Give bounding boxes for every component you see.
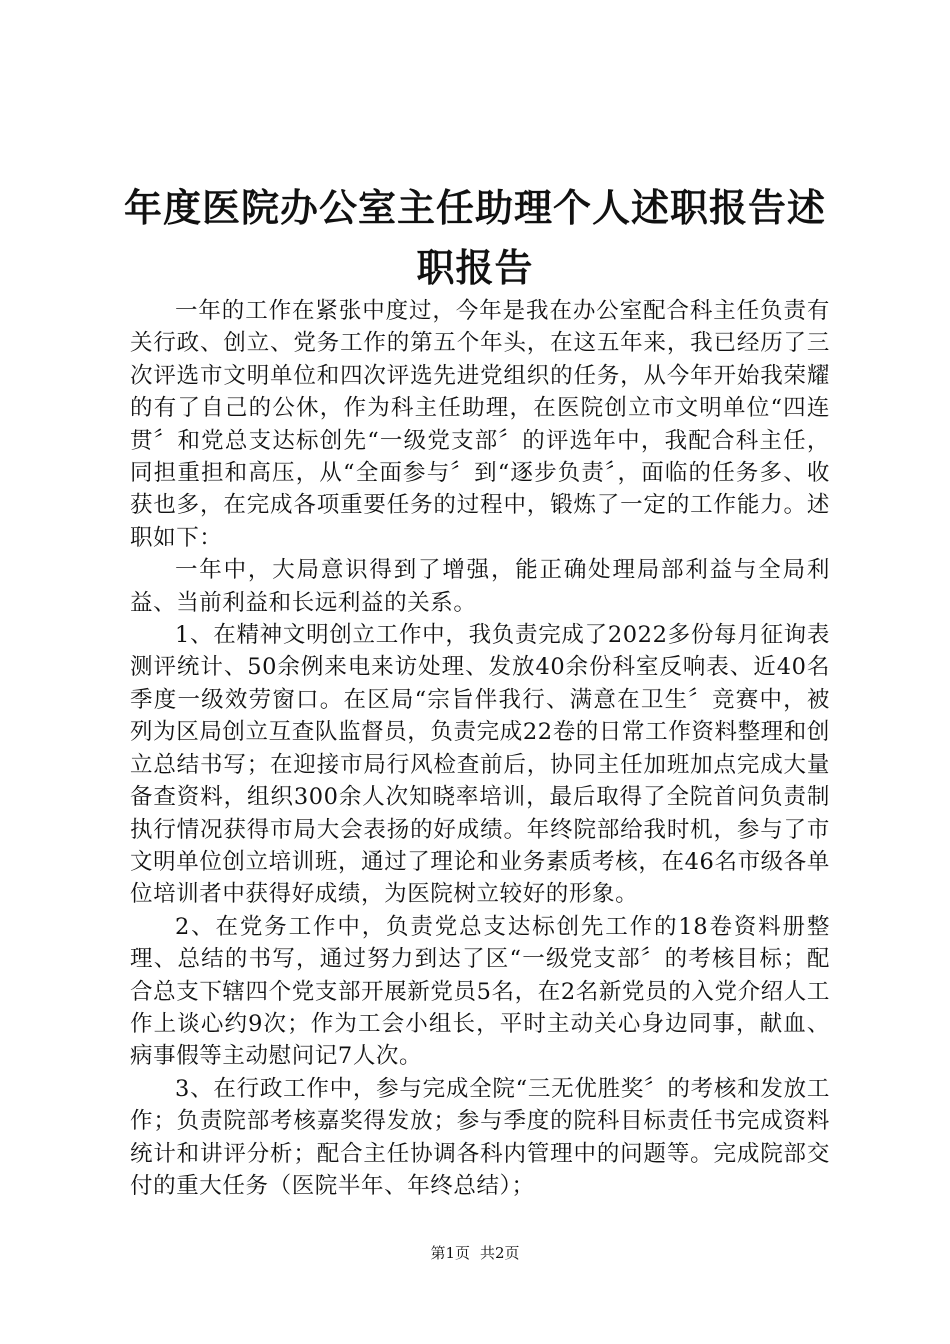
paragraph-intro: 一年的工作在紧张中度过，今年是我在办公室配合科主任负责有关行政、创立、党务工作的第五个年头，在这五年来，我已经历了三次评选市文明单位和四次评选先进党组织的任务，从今年开始我荣耀的有了自己的公休，作为科主任助理，在医院创立市文明单位“四连贯〞和党总支达标创先“一级党支部〞的评选年中，我配合科主任，同担重担和高压，从“全面参与〞到“逐步负责〞，面临的任务多、收获也多，在完成各项重要任务的过程中，锻炼了一定的工作能力。述职如下： <box>130 298 830 551</box>
paragraph-item-3: 3、在行政工作中，参与完成全院“三无优胜奖〞的考核和发放工作；负责院部考核嘉奖得发放；参与季度的院科目标责任书完成资料统计和讲评分析；配合主任协调各科内管理中的问题等。完成院部交付的重大任务（医院半年、年终总结）； <box>130 1075 830 1199</box>
page-number: 第1页 <box>430 1244 470 1262</box>
page-footer <box>0 1243 950 1263</box>
document-title: 年度医院办公室主任助理个人述职报告述职报告 <box>123 185 826 290</box>
paragraph-overall-awareness: 一年中，大局意识得到了增强，能正确处理局部利益与全局利益、当前利益和长远利益的关系。 <box>130 557 830 616</box>
paragraph-item-2: 2、在党务工作中，负责党总支达标创先工作的18卷资料册整理、总结的书写，通过努力到达了区“一级党支部〞的考核目标；配合总支下辖四个党支部开展新党员5名，在2名新党员的入党介绍人工作上谈心约9次；作为工会小组长，平时主动关心身边同事，献血、病事假等主动慰问记7人次。 <box>130 913 830 1070</box>
page-total: 共2页 <box>480 1244 520 1262</box>
paragraph-item-1: 1、在精神文明创立工作中，我负责完成了2022多份每月征询表测评统计、50余例来电来访处理、发放40余份科室反响表、近40名季度一级效劳窗口。在区局“宗旨伴我行、满意在卫生〞竞赛中，被列为区局创立互查队监督员，负责完成22卷的日常工作资料整理和创立总结书写；在迎接市局行风检查前后，协同主任加班加点完成大量备查资料，组织300余人次知晓率培训，最后取得了全院首问负责制执行情况获得市局大会表扬的好成绩。年终院部给我时机，参与了市文明单位创立培训班，通过了理论和业务素质考核，在46名市级各单位培训者中获得好成绩，为医院树立较好的形象。 <box>130 622 830 908</box>
document-body <box>130 295 830 1202</box>
